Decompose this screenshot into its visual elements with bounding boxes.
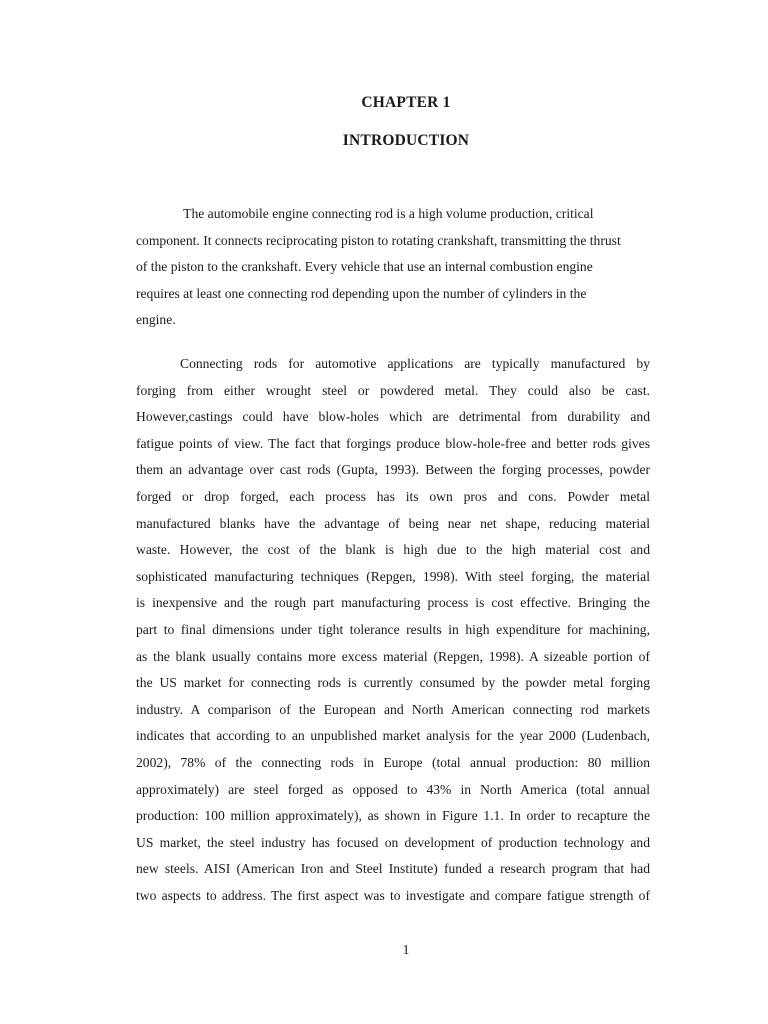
paragraph-2 (136, 351, 650, 909)
chapter-title: INTRODUCTION (342, 132, 470, 149)
paragraph-line: However,castings could have blow-holes which are detrimental from durability and (136, 409, 650, 425)
paragraph-line: requires at least one connecting rod depending upon the number of cylinders in the (136, 285, 587, 301)
paragraph-line: US market, the steel industry has focused on development of production technology and (136, 834, 650, 850)
paragraph-line: as the blank usually contains more excess material (Repgen, 1998). A sizeable portion of (136, 648, 650, 664)
chapter-number: CHAPTER 1 (361, 94, 451, 111)
paragraph-line: production: 100 million approximately), as shown in Figure 1.1. In order to recapture the (136, 808, 650, 824)
paragraph-line: sophisticated manufacturing techniques (Repgen, 1998). With steel forging, the material (136, 568, 650, 584)
paragraph-line: waste. However, the cost of the blank is high due to the high material cost and (136, 542, 650, 558)
paragraph-line: Connecting rods for automotive applications are typically manufactured by (180, 356, 650, 371)
paragraph-line: two aspects to address. The first aspect was to investigate and compare fatigue strength of (136, 887, 650, 903)
paragraph-line: them an advantage over cast rods (Gupta, 1993). Between the forging processes, powder (136, 462, 650, 478)
paragraph-line: The automobile engine connecting rod is a high volume production, critical (180, 206, 594, 221)
paragraph-line: approximately) are steel forged as opposed to 43% in North America (total annual (136, 781, 650, 797)
paragraph-line: part to final dimensions under tight tolerance results in high expenditure for machining, (136, 621, 650, 637)
paragraph-line: 2002), 78% of the connecting rods in Europe (total annual production: 80 million (136, 754, 650, 770)
paragraph-line: component. It connects reciprocating piston to rotating crankshaft, transmitting the thrust (136, 232, 621, 248)
paragraph-line: indicates that according to an unpublished market analysis for the year 2000 (Ludenbach, (136, 728, 650, 744)
paragraph-1 (136, 201, 650, 334)
paragraph-line: manufactured blanks have the advantage of being near net shape, reducing material (136, 515, 650, 531)
paragraph-line: engine. (136, 312, 176, 328)
paragraph-line: of the piston to the crankshaft. Every vehicle that use an internal combustion engine (136, 259, 593, 275)
paragraph-line: fatigue points of view. The fact that forgings produce blow-hole-free and better rods gives (136, 435, 650, 451)
paragraph-line: is inexpensive and the rough part manufacturing process is cost effective. Bringing the (136, 595, 650, 611)
paragraph-line: forging from either wrought steel or powdered metal. They could also be cast. (136, 382, 650, 398)
paragraph-line: industry. A comparison of the European and North American connecting rod markets (136, 701, 650, 717)
page-number: 1 (402, 942, 410, 957)
paragraph-line: the US market for connecting rods is currently consumed by the powder metal forging (136, 675, 650, 691)
paragraph-line: forged or drop forged, each process has its own pros and cons. Powder metal (136, 488, 650, 504)
paragraph-line: new steels. AISI (American Iron and Steel Institute) funded a research program that had (136, 861, 650, 877)
